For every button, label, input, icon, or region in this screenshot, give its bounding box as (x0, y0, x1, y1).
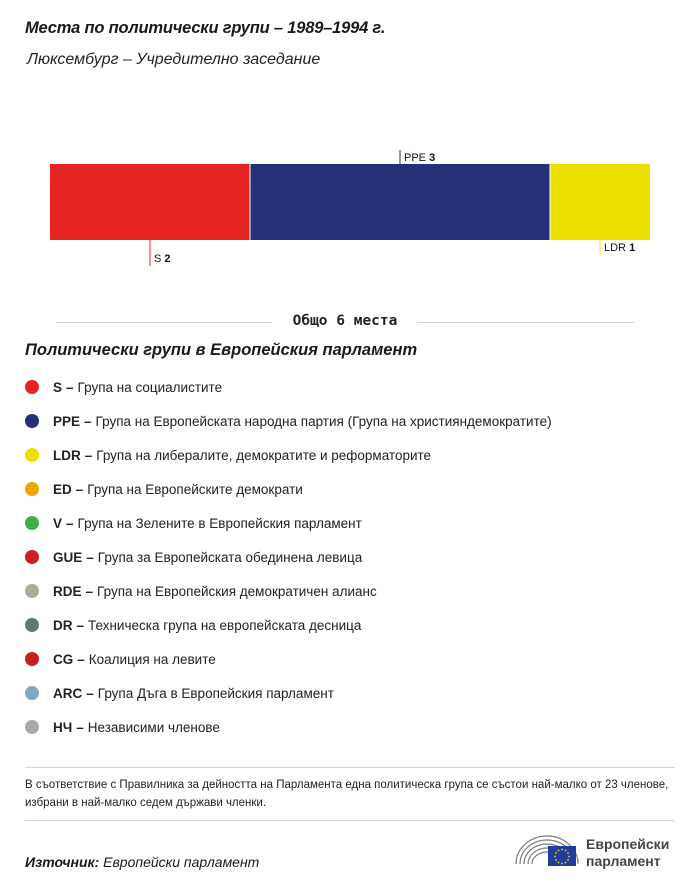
legend-item (25, 438, 665, 472)
legend-dash: – (77, 651, 85, 667)
legend-dash: – (75, 481, 84, 497)
european-parliament-logo-icon (514, 828, 580, 868)
legend-abbr: V (53, 515, 63, 531)
bar-label: LDR 1 (604, 242, 636, 254)
total-seats-row (56, 312, 634, 332)
source-label: Източник: (25, 854, 100, 870)
legend-item (25, 404, 665, 438)
note-divider-bottom (25, 820, 675, 821)
legend-abbr: PPE (53, 413, 81, 429)
legend-dot (25, 482, 39, 496)
source-line (25, 854, 259, 870)
note-divider-top (25, 767, 675, 768)
legend-text: Група на Европейските демократи (87, 481, 303, 497)
chart-title: Места по политически групи – 1989–1994 г. (25, 19, 386, 37)
legend-item (25, 370, 665, 404)
legend-abbr: НЧ (53, 719, 73, 735)
bar-segment-s (50, 164, 250, 240)
legend-dot (25, 720, 39, 734)
legend-item (25, 710, 665, 744)
legend-text: Група на Европейския демократичен алианс (97, 583, 377, 599)
legend-dash: – (66, 379, 74, 395)
legend-text: Коалиция на левите (88, 651, 216, 667)
legend-abbr: DR (53, 617, 73, 633)
legend-item (25, 506, 665, 540)
legend-abbr: RDE (53, 583, 82, 599)
legend-dash: – (76, 719, 84, 735)
legend-dash: – (86, 549, 94, 565)
legend-dash: – (85, 583, 94, 599)
european-parliament-logo[interactable] (514, 828, 679, 872)
legend-text: Група на социалистите (77, 379, 223, 395)
legend-dash: – (84, 413, 92, 429)
source-value: Европейски парламент (103, 854, 260, 870)
legend-dash: – (84, 447, 93, 463)
legend-abbr: GUE (53, 549, 83, 565)
legend-dot (25, 448, 39, 462)
legend-title: Политически групи в Европейския парламент (25, 341, 418, 359)
seat-bar-chart (0, 140, 700, 280)
legend-item (25, 540, 665, 574)
legend-dash: – (86, 685, 94, 701)
legend-dot (25, 584, 39, 598)
legend-abbr: S (53, 379, 63, 395)
footnote: В съответствие с Правилника за дейността на Парламента една политическа група се състои най-малко от 23 членове, избрани в най-малко седем държави членки. (25, 779, 669, 809)
chart-subtitle: Люксембург – Учредително заседание (27, 51, 321, 68)
legend-item (25, 608, 665, 642)
bar-label: PPE 3 (404, 152, 436, 164)
legend-dot (25, 550, 39, 564)
legend-abbr: ARC (53, 685, 83, 701)
legend-dot (25, 414, 39, 428)
legend-text: Група Дъга в Европейския парламент (97, 685, 334, 701)
legend-abbr: CG (53, 651, 74, 667)
legend-text: Група за Европейската обединена левица (97, 549, 363, 565)
legend-item (25, 642, 665, 676)
legend-dash: – (76, 617, 85, 633)
legend-text: Група на Зелените в Европейския парламент (77, 515, 362, 531)
logo-text-line1: Европейски (586, 836, 670, 852)
legend-list (25, 370, 665, 744)
legend-text: Техническа група на европейската десница (88, 617, 362, 633)
logo-text-line2: парламент (586, 853, 661, 869)
legend-text: Група на либералите, демократите и реформаторите (96, 447, 432, 463)
legend-abbr: ED (53, 481, 72, 497)
bar-segment-ldr (550, 164, 650, 240)
legend-item (25, 472, 665, 506)
legend-dot (25, 652, 39, 666)
bar-label: S 2 (154, 253, 171, 265)
bar-segment-ppe (250, 164, 550, 240)
legend-text: Група на Европейската народна партия (Група на християндемократите) (95, 413, 552, 429)
legend-item (25, 574, 665, 608)
legend-dot (25, 686, 39, 700)
legend-dot (25, 380, 39, 394)
logo-text (586, 836, 669, 870)
total-seats-label: Общо 6 места (292, 313, 398, 329)
legend-dash: – (66, 515, 74, 531)
legend-text: Независими членове (87, 719, 220, 735)
divider-line-right (418, 322, 634, 323)
legend-dot (25, 618, 39, 632)
legend-item (25, 676, 665, 710)
legend-abbr: LDR (53, 447, 81, 463)
legend-dot (25, 516, 39, 530)
